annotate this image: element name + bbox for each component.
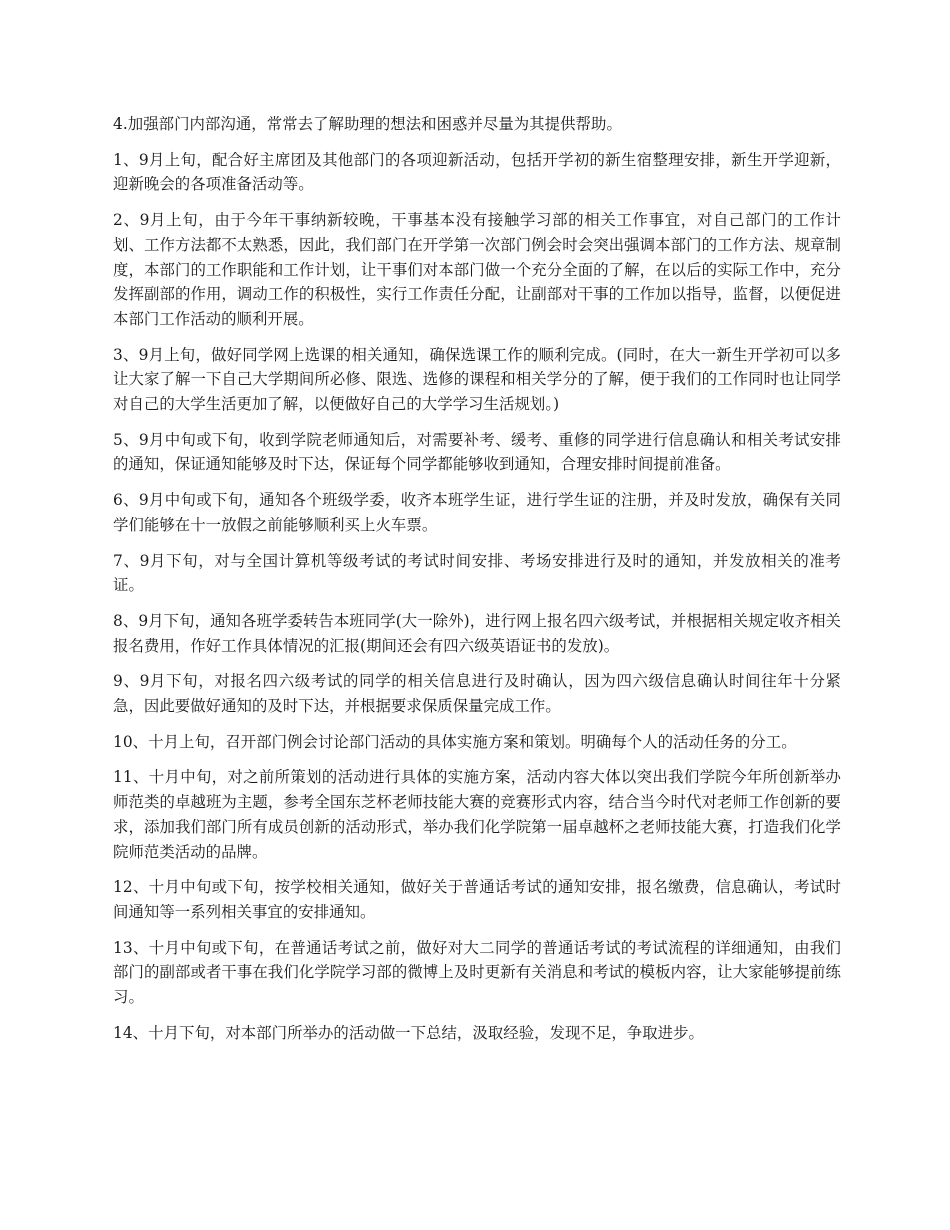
paragraph-item-8: 8、9月下旬，通知各班学委转告本班同学(大一除外)，进行网上报名四六级考试，并根据相关规定收齐相关报名费用，作好工作具体情况的汇报(期间还会有四六级英语证书的发放)。 (113, 611, 841, 655)
paragraph-item-11: 11、十月中旬，对之前所策划的活动进行具体的实施方案，活动内容大体以突出我们学院今年所创新举办师范类的卓越班为主题，参考全国东芝杯老师技能大赛的竞赛形式内容，结合当今时代对老师工作创新的要求，添加我们部门所有成员创新的活动形式，举办我们化学院第一届卓越杯之老师技能大赛，打造我们化学院师范类活动的品牌。 (113, 768, 841, 861)
paragraph-item-5: 5、9月中旬或下旬，收到学院老师通知后，对需要补考、缓考、重修的同学进行信息确认和相关考试安排的通知，保证通知能够及时下达，保证每个同学都能够收到通知，合理安排时间提前准备。 (113, 430, 841, 474)
document-body (113, 112, 841, 1057)
paragraph-item-12: 12、十月中旬或下旬，按学校相关通知，做好关于普通话考试的通知安排，报名缴费，信息确认，考试时间通知等一系列相关事宜的安排通知。 (113, 878, 841, 921)
paragraph-item-14: 14、十月下旬，对本部门所举办的活动做一下总结，汲取经验，发现不足，争取进步。 (113, 1023, 704, 1042)
paragraph-item-7: 7、9月下旬，对与全国计算机等级考试的考试时间安排、考场安排进行及时的通知，并发放相关的准考证。 (113, 551, 841, 595)
paragraph-item-9: 9、9月下旬，对报名四六级考试的同学的相关信息进行及时确认，因为四六级信息确认时间往年十分紧急，因此要做好通知的及时下达，并根据要求保质保量完成工作。 (113, 672, 841, 716)
paragraph-item-1: 1、9月上旬，配合好主席团及其他部门的各项迎新活动，包括开学初的新生宿整理安排，新生开学迎新，迎新晚会的各项准备活动等。 (113, 150, 841, 194)
paragraph-item-6: 6、9月中旬或下旬，通知各个班级学委，收齐本班学生证，进行学生证的注册，并及时发放，确保有关同学们能够在十一放假之前能够顺利买上火车票。 (113, 491, 841, 534)
paragraph-item-2: 2、9月上旬，由于今年干事纳新较晚，干事基本没有接触学习部的相关工作事宜，对自己部门的工作计划、工作方法都不太熟悉，因此，我们部门在开学第一次部门例会时会突出强调本部门的工作方法、规章制度，本部门的工作职能和工作计划，让干事们对本部门做一个充分全面的了解，在以后的实际工作中，充分发挥副部的作用，调动工作的积极性，实行工作责任分配，让副部对干事的工作加以指导，监督，以便促进本部门工作活动的顺利开展。 (113, 211, 841, 328)
paragraph-item-10: 10、十月上旬，召开部门例会讨论部门活动的具体实施方案和策划。明确每个人的活动任务的分工。 (113, 732, 797, 751)
paragraph-item-3: 3、9月上旬，做好同学网上选课的相关通知，确保选课工作的顺利完成。(同时，在大一新生开学初可以多让大家了解一下自己大学期间所必修、限选、选修的课程和相关学分的了解，便于我们的工作同时也让同学对自己的大学生活更加了解，以便做好自己的大学学习生活规划。) (113, 345, 841, 414)
paragraph-item-4: 4.加强部门内部沟通，常常去了解助理的想法和困惑并尽量为其提供帮助。 (113, 115, 622, 133)
paragraph-item-13: 13、十月中旬或下旬，在普通话考试之前，做好对大二同学的普通话考试的考试流程的详细通知，由我们部门的副部或者干事在我们化学院学习部的微博上及时更新有关消息和考试的模板内容，让大家能够提前练习。 (113, 938, 841, 1007)
